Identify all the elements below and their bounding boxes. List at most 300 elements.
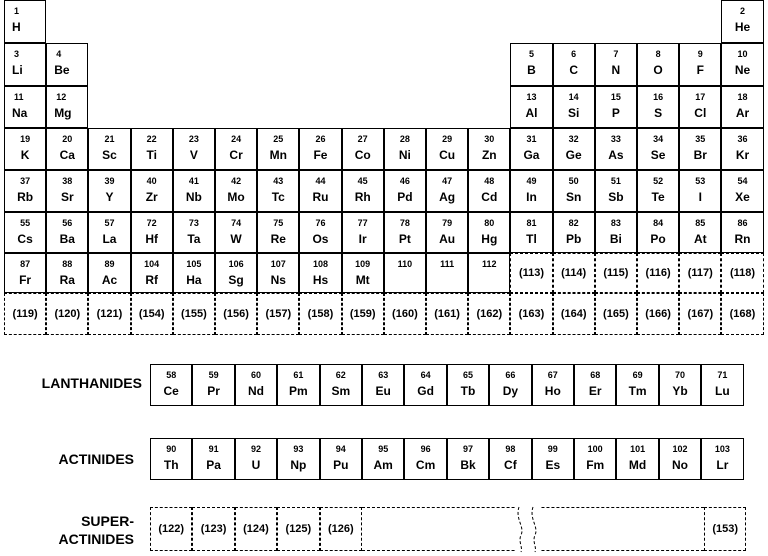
element-symbol: Ac [101, 273, 118, 287]
predicted-element-cell [721, 293, 763, 335]
atomic-number: 40 [146, 176, 157, 186]
element-symbol: C [569, 63, 579, 77]
element-symbol: Au [439, 232, 456, 246]
atomic-number: 37 [20, 176, 31, 186]
predicted-element-cell [721, 253, 763, 293]
atomic-number: 16 [653, 92, 664, 102]
atomic-number: 9 [697, 49, 703, 59]
lanthanides-cell-nd [235, 364, 277, 406]
element-symbol: F [696, 63, 704, 77]
atomic-number: 77 [357, 218, 368, 228]
element-symbol: Ga [523, 148, 540, 162]
element-symbol: Br [693, 148, 707, 162]
element-symbol: Mn [269, 148, 287, 162]
element-cell-bi [595, 212, 637, 253]
superactinide-cell [150, 507, 192, 551]
element-cell-mt [342, 253, 384, 293]
actinides-cell-th [150, 438, 192, 480]
element-placeholder-label: (121) [96, 308, 123, 320]
actinides-cell-np [277, 438, 319, 480]
element-symbol: Tc [271, 190, 285, 204]
predicted-element-cell [173, 293, 215, 335]
element-cell-ti [131, 128, 173, 170]
element-symbol: Pt [398, 232, 411, 246]
element-symbol: Ni [398, 148, 411, 162]
element-symbol: P [611, 106, 620, 120]
atomic-number: 97 [462, 444, 473, 454]
predicted-element-cell [342, 293, 384, 335]
element-symbol: Zr [145, 190, 158, 204]
element-symbol: Ca [59, 148, 75, 162]
atomic-number: 1 [14, 6, 20, 16]
element-placeholder-label: (168) [729, 308, 756, 320]
element-placeholder-label: (154) [138, 308, 165, 320]
element-placeholder-label: (114) [561, 267, 587, 279]
atomic-number: 14 [568, 92, 579, 102]
element-placeholder-label: (155) [181, 308, 207, 320]
atomic-number: 17 [695, 92, 706, 102]
superactinide-cell-last [704, 507, 746, 551]
element-cell-s [637, 86, 679, 128]
predicted-element-cell [46, 293, 88, 335]
atomic-number: 79 [442, 218, 453, 228]
predicted-element-cell [131, 293, 173, 335]
lanthanides-cell-yb [659, 364, 701, 406]
element-cell-na [4, 86, 46, 128]
actinides-cell-cm [404, 438, 446, 480]
superactinide-cell [192, 507, 234, 551]
element-symbol: B [527, 63, 536, 77]
atomic-number: 92 [250, 444, 261, 454]
atomic-number: 110 [397, 259, 413, 269]
element-cell-110 [384, 253, 426, 293]
element-cell-ca [46, 128, 88, 170]
element-symbol: Pu [333, 458, 349, 472]
element-cell-al [510, 86, 552, 128]
atomic-number: 59 [208, 370, 219, 380]
element-placeholder-label: (157) [265, 308, 292, 320]
atomic-number: 27 [357, 134, 368, 144]
element-placeholder-label: (167) [687, 308, 714, 320]
atomic-number: 53 [695, 176, 706, 186]
element-cell-b [510, 43, 552, 86]
element-placeholder-label: (118) [729, 267, 756, 279]
element-cell-mo [215, 170, 257, 212]
element-symbol: Si [568, 106, 580, 120]
atomic-number: 22 [146, 134, 157, 144]
element-symbol: Fm [586, 458, 605, 472]
element-symbol: Ho [544, 384, 561, 398]
atomic-number: 71 [717, 370, 728, 380]
element-cell-p [595, 86, 637, 128]
atomic-number: 23 [188, 134, 199, 144]
element-symbol: Cr [229, 148, 243, 162]
element-cell-rf [131, 253, 173, 293]
element-symbol: Bi [609, 232, 622, 246]
atomic-number: 64 [420, 370, 431, 380]
element-cell-sr [46, 170, 88, 212]
element-symbol: Eu [375, 384, 391, 398]
series-break-icon [513, 505, 543, 553]
element-cell-pd [384, 170, 426, 212]
element-cell-v [173, 128, 215, 170]
atomic-number: 107 [270, 259, 286, 269]
atomic-number: 60 [250, 370, 261, 380]
atomic-number: 99 [547, 444, 558, 454]
atomic-number: 76 [315, 218, 326, 228]
atomic-number: 19 [20, 134, 31, 144]
element-placeholder-label: (120) [54, 308, 81, 320]
element-placeholder-label: (113) [518, 267, 545, 279]
predicted-element-cell [679, 293, 721, 335]
element-cell-hg [468, 212, 510, 253]
atomic-number: 41 [188, 176, 199, 186]
actinides-cell-lr [701, 438, 743, 480]
atomic-number: 85 [695, 218, 706, 228]
atomic-number: 12 [56, 92, 67, 102]
element-placeholder-label: (119) [12, 308, 38, 320]
atomic-number: 112 [482, 259, 497, 269]
element-placeholder-label: (117) [687, 267, 713, 279]
element-symbol: La [102, 232, 117, 246]
element-cell-pb [553, 212, 595, 253]
element-cell-he [721, 0, 763, 43]
element-cell-cd [468, 170, 510, 212]
actinides-label: ACTINIDES [58, 451, 134, 467]
element-cell-c [553, 43, 595, 86]
atomic-number: 31 [526, 134, 537, 144]
element-cell-pt [384, 212, 426, 253]
atomic-number: 2 [739, 6, 745, 16]
atomic-number: 80 [484, 218, 495, 228]
element-symbol: Cm [415, 458, 436, 472]
atomic-number: 98 [505, 444, 516, 454]
element-symbol: Hs [312, 273, 329, 287]
element-cell-111 [426, 253, 468, 293]
atomic-number: 66 [505, 370, 516, 380]
atomic-number: 18 [737, 92, 748, 102]
element-symbol: Sc [102, 148, 117, 162]
element-cell-i [679, 170, 721, 212]
predicted-element-cell [468, 293, 510, 335]
element-cell-ta [173, 212, 215, 253]
atomic-number: 52 [653, 176, 664, 186]
element-cell-li [4, 43, 46, 86]
element-symbol: In [526, 190, 537, 204]
element-symbol: Th [163, 458, 179, 472]
actinides-cell-fm [574, 438, 616, 480]
element-cell-hs [299, 253, 341, 293]
element-symbol: Rh [354, 190, 371, 204]
actinides-cell-pu [320, 438, 362, 480]
element-symbol: Ag [439, 190, 456, 204]
element-symbol: Gd [417, 384, 434, 398]
element-placeholder-label: (153) [712, 523, 739, 535]
element-cell-h [4, 0, 46, 43]
element-symbol: V [189, 148, 198, 162]
element-placeholder-label: (160) [392, 308, 418, 320]
atomic-number: 46 [399, 176, 410, 186]
lanthanides-cell-tm [616, 364, 658, 406]
atomic-number: 34 [653, 134, 664, 144]
element-cell-mn [257, 128, 299, 170]
element-symbol: Be [54, 63, 70, 77]
element-cell-tl [510, 212, 552, 253]
element-symbol: Sb [608, 190, 624, 204]
element-cell-ar [721, 86, 763, 128]
atomic-number: 108 [312, 259, 328, 269]
atomic-number: 102 [672, 444, 688, 454]
atomic-number: 43 [273, 176, 284, 186]
element-cell-cr [215, 128, 257, 170]
atomic-number: 70 [674, 370, 685, 380]
actinides-cell-md [616, 438, 658, 480]
element-placeholder-label: (122) [158, 523, 185, 535]
element-cell-ha [173, 253, 215, 293]
lanthanides-cell-eu [362, 364, 404, 406]
predicted-element-cell [595, 293, 637, 335]
element-cell-hf [131, 212, 173, 253]
element-cell-tc [257, 170, 299, 212]
actinides-cell-no [659, 438, 701, 480]
atomic-number: 38 [62, 176, 73, 186]
actinides-cell-pa [192, 438, 234, 480]
superactinides-label-line1: SUPER- [81, 513, 134, 529]
atomic-number: 35 [695, 134, 706, 144]
element-cell-sg [215, 253, 257, 293]
element-symbol: Rf [145, 273, 159, 287]
element-placeholder-label: (163) [518, 308, 545, 320]
element-placeholder-label: (124) [243, 523, 269, 535]
element-cell-ge [553, 128, 595, 170]
element-cell-br [679, 128, 721, 170]
lanthanides-cell-er [574, 364, 616, 406]
element-symbol: Ru [312, 190, 329, 204]
element-cell-co [342, 128, 384, 170]
atomic-number: 95 [378, 444, 389, 454]
element-symbol: Bk [460, 458, 476, 472]
element-cell-k [4, 128, 46, 170]
element-placeholder-label: (116) [645, 267, 671, 279]
atomic-number: 73 [188, 218, 199, 228]
element-cell-po [637, 212, 679, 253]
element-symbol: Pb [566, 232, 582, 246]
actinides-cell-bk [447, 438, 489, 480]
element-placeholder-label: (115) [603, 267, 629, 279]
element-symbol: Rb [17, 190, 34, 204]
atomic-number: 72 [146, 218, 157, 228]
lanthanides-cell-ho [532, 364, 574, 406]
element-symbol: K [20, 148, 30, 162]
element-symbol: Sr [60, 190, 74, 204]
element-cell-ac [88, 253, 130, 293]
atomic-number: 8 [655, 49, 661, 59]
element-cell-ne [721, 43, 763, 86]
element-symbol: Cu [439, 148, 456, 162]
element-cell-te [637, 170, 679, 212]
element-cell-zn [468, 128, 510, 170]
element-symbol: Se [650, 148, 666, 162]
element-placeholder-label: (161) [434, 308, 460, 320]
atomic-number: 67 [547, 370, 558, 380]
element-symbol: Ra [59, 273, 75, 287]
atomic-number: 4 [56, 49, 62, 59]
element-symbol: Np [290, 458, 307, 472]
element-symbol: O [653, 63, 663, 77]
element-symbol: Er [588, 384, 602, 398]
atomic-number: 96 [420, 444, 431, 454]
lanthanides-cell-pr [192, 364, 234, 406]
element-cell-os [299, 212, 341, 253]
element-symbol: Sm [331, 384, 351, 398]
element-symbol: Sg [228, 273, 244, 287]
lanthanides-cell-sm [320, 364, 362, 406]
element-placeholder-label: (156) [223, 308, 249, 320]
element-symbol: Ne [734, 63, 751, 77]
atomic-number: 49 [526, 176, 537, 186]
element-cell-y [88, 170, 130, 212]
atomic-number: 13 [526, 92, 537, 102]
atomic-number: 91 [208, 444, 219, 454]
lanthanides-cell-gd [404, 364, 446, 406]
predicted-element-cell [637, 293, 679, 335]
element-placeholder-label: (162) [476, 308, 503, 320]
element-symbol: Kr [735, 148, 750, 162]
atomic-number: 15 [610, 92, 621, 102]
element-symbol: Rn [734, 232, 751, 246]
atomic-number: 87 [20, 259, 31, 269]
element-cell-ir [342, 212, 384, 253]
atomic-number: 93 [293, 444, 304, 454]
atomic-number: 5 [528, 49, 534, 59]
atomic-number: 47 [442, 176, 453, 186]
element-symbol: No [671, 458, 688, 472]
atomic-number: 29 [442, 134, 453, 144]
element-symbol: Cs [17, 232, 33, 246]
atomic-number: 82 [568, 218, 579, 228]
atomic-number: 48 [484, 176, 495, 186]
atomic-number: 39 [104, 176, 115, 186]
atomic-number: 20 [62, 134, 73, 144]
element-symbol: Ta [187, 232, 201, 246]
element-placeholder-label: (159) [349, 308, 376, 320]
element-symbol: Cd [481, 190, 498, 204]
atomic-number: 68 [590, 370, 601, 380]
element-symbol: Zn [481, 148, 497, 162]
element-cell-re [257, 212, 299, 253]
element-cell-xe [721, 170, 763, 212]
atomic-number: 81 [526, 218, 537, 228]
element-cell-ag [426, 170, 468, 212]
element-symbol: Cf [504, 458, 517, 472]
atomic-number: 28 [399, 134, 410, 144]
element-symbol: Cl [694, 106, 707, 120]
atomic-number: 74 [231, 218, 242, 228]
predicted-element-cell [384, 293, 426, 335]
atomic-number: 3 [14, 49, 20, 59]
element-symbol: Re [270, 232, 286, 246]
element-symbol: Pa [206, 458, 221, 472]
atomic-number: 83 [610, 218, 621, 228]
atomic-number: 100 [587, 444, 603, 454]
lanthanides-cell-pm [277, 364, 319, 406]
element-cell-n [595, 43, 637, 86]
predicted-element-cell [215, 293, 257, 335]
element-symbol: Tl [526, 232, 537, 246]
atomic-number: 54 [737, 176, 748, 186]
element-symbol: Tb [460, 384, 476, 398]
element-cell-ni [384, 128, 426, 170]
atomic-number: 78 [399, 218, 410, 228]
element-cell-f [679, 43, 721, 86]
element-cell-in [510, 170, 552, 212]
element-symbol: Ce [163, 384, 179, 398]
element-cell-sb [595, 170, 637, 212]
atomic-number: 101 [630, 444, 646, 454]
element-placeholder-label: (126) [327, 523, 354, 535]
element-cell-rn [721, 212, 763, 253]
element-symbol: Yb [672, 384, 688, 398]
element-symbol: Am [373, 458, 393, 472]
atomic-number: 89 [104, 259, 115, 269]
element-symbol: Co [354, 148, 371, 162]
element-cell-ns [257, 253, 299, 293]
element-symbol: Tm [628, 384, 647, 398]
element-symbol: Ar [735, 106, 750, 120]
element-symbol: H [12, 20, 21, 34]
element-cell-se [637, 128, 679, 170]
element-cell-ba [46, 212, 88, 253]
predicted-element-cell [4, 293, 46, 335]
atomic-number: 75 [273, 218, 284, 228]
element-symbol: Es [545, 458, 561, 472]
element-placeholder-label: (166) [645, 308, 671, 320]
atomic-number: 30 [484, 134, 495, 144]
predicted-element-cell [88, 293, 130, 335]
superactinide-cell [320, 507, 362, 551]
element-symbol: Nb [185, 190, 202, 204]
element-symbol: Os [312, 232, 329, 246]
atomic-number: 21 [104, 134, 115, 144]
element-symbol: Nd [247, 384, 264, 398]
element-cell-cs [4, 212, 46, 253]
element-cell-la [88, 212, 130, 253]
atomic-number: 61 [293, 370, 304, 380]
element-cell-o [637, 43, 679, 86]
element-cell-cl [679, 86, 721, 128]
element-symbol: Pr [207, 384, 220, 398]
element-symbol: Md [628, 458, 647, 472]
lanthanides-cell-tb [447, 364, 489, 406]
atomic-number: 84 [653, 218, 664, 228]
element-placeholder-label: (158) [307, 308, 334, 320]
element-symbol: U [251, 458, 261, 472]
element-cell-ra [46, 253, 88, 293]
element-cell-sn [553, 170, 595, 212]
atomic-number: 7 [613, 49, 619, 59]
predicted-element-cell [637, 253, 679, 293]
atomic-number: 62 [335, 370, 346, 380]
element-cell-cu [426, 128, 468, 170]
element-cell-kr [721, 128, 763, 170]
predicted-element-cell [257, 293, 299, 335]
atomic-number: 103 [714, 444, 730, 454]
element-symbol: Dy [502, 384, 519, 398]
element-symbol: Te [651, 190, 665, 204]
atomic-number: 65 [462, 370, 473, 380]
lanthanides-cell-lu [701, 364, 743, 406]
element-placeholder-label: (165) [603, 308, 629, 320]
